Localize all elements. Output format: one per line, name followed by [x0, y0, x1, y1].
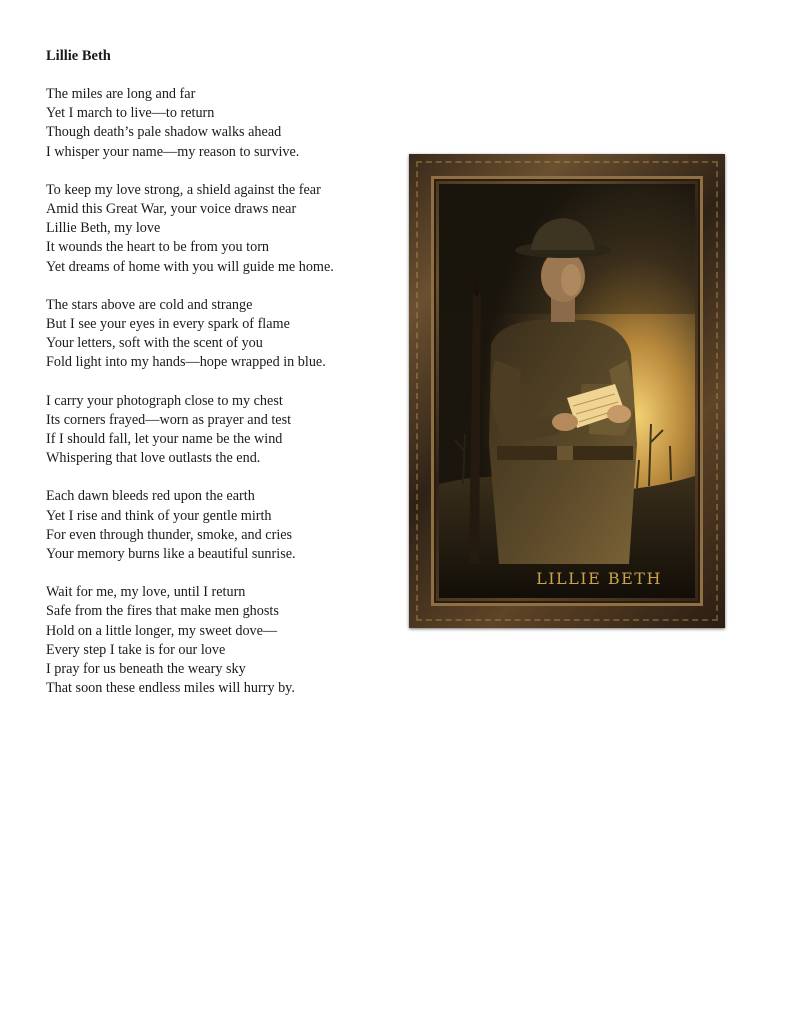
poem-line: Safe from the fires that make men ghosts: [46, 603, 279, 620]
soldier-illustration: [439, 184, 695, 598]
poem-line: The miles are long and far: [46, 86, 196, 102]
poem-line: Though death’s pale shadow walks ahead: [46, 124, 282, 141]
poem-line: Yet I rise and think of your gentle mirth: [46, 507, 272, 524]
poem-line: Your memory burns like a beautiful sunrise.: [46, 546, 296, 563]
poem-line: For even through thunder, smoke, and cries: [46, 526, 293, 543]
poem-line: That soon these endless miles will hurry by.: [46, 680, 295, 697]
poem-line: If I should fall, let your name be the wind: [46, 431, 283, 448]
painting-frame: [409, 154, 725, 628]
stanza: [46, 583, 396, 698]
poem-line: Yet I march to live—to return: [46, 105, 215, 122]
stanza: [46, 392, 396, 469]
poem-line: Your letters, soft with the scent of you: [46, 335, 263, 352]
poem-line: Whispering that love outlasts the end.: [46, 450, 261, 467]
poem-line: Wait for me, my love, until I return: [46, 584, 246, 601]
soldier-painting: [439, 184, 695, 598]
poem-line: Lillie Beth, my love: [46, 220, 161, 237]
poem-line: Each dawn bleeds red upon the earth: [46, 488, 255, 505]
poem-line: I carry your photograph close to my chest: [46, 392, 283, 409]
poem-line: Amid this Great War, your voice draws near: [46, 201, 297, 218]
poem-line: I whisper your name—my reason to survive.: [46, 143, 300, 160]
poem-line: To keep my love strong, a shield against the fear: [46, 181, 321, 198]
poem-line: I pray for us beneath the weary sky: [46, 661, 246, 678]
poem-line: Its corners frayed—worn as prayer and test: [46, 411, 292, 428]
poem-line: But I see your eyes in every spark of flame: [46, 316, 290, 333]
poem-body: [46, 85, 396, 717]
stanza: [46, 487, 396, 564]
stanza: [46, 85, 396, 162]
poem-title: Lillie Beth: [46, 48, 111, 64]
poem-line: Yet dreams of home with you will guide me home.: [46, 258, 334, 275]
poem-line: It wounds the heart to be from you torn: [46, 239, 270, 256]
poem-line: Every step I take is for our love: [46, 641, 226, 658]
stanza: [46, 296, 396, 373]
painting-caption: LILLIE BETH: [536, 569, 662, 588]
poem-line: Fold light into my hands—hope wrapped in blue.: [46, 354, 326, 371]
poem-line: Hold on a little longer, my sweet dove—: [46, 622, 278, 639]
stanza: [46, 181, 396, 277]
poem-line: The stars above are cold and strange: [46, 296, 253, 313]
